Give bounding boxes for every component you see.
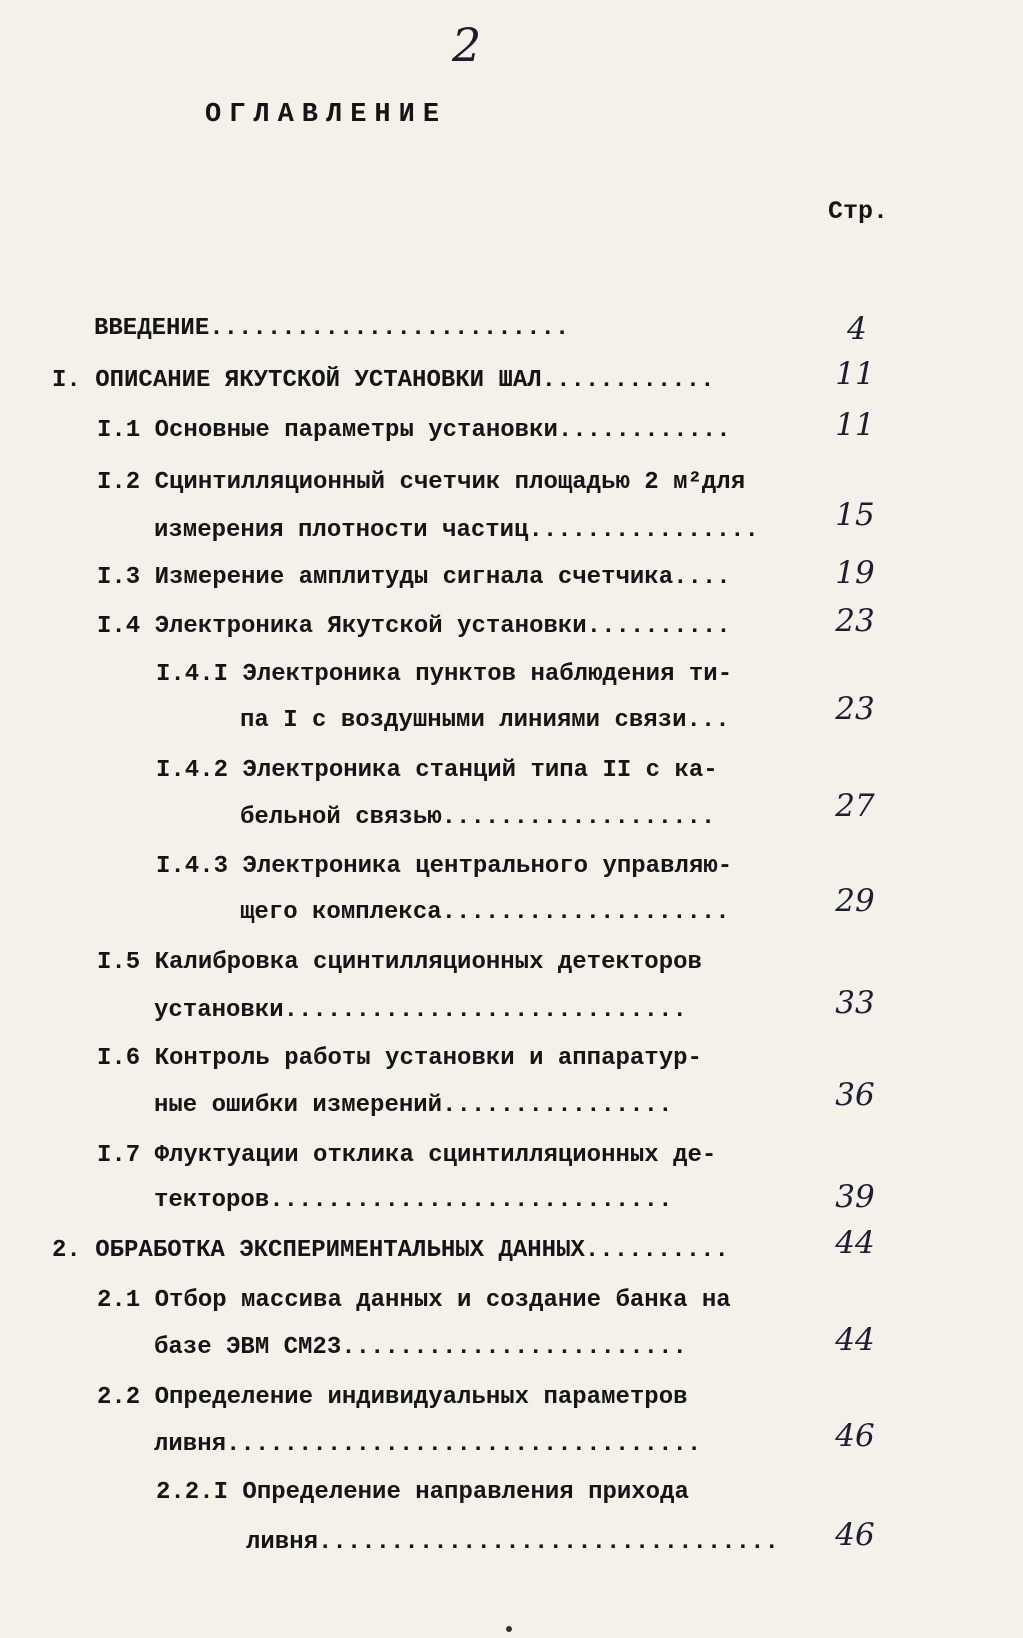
toc-entry-line: текторов............................ <box>154 1187 673 1214</box>
toc-entry-line: 2.2.I Определение направления прихода <box>156 1479 689 1506</box>
toc-entry-page: 39 <box>835 1179 875 1215</box>
toc-entry-page: 4 <box>847 311 867 347</box>
toc-entry-line: щего комплекса.................... <box>240 899 730 926</box>
toc-entry-line: измерения плотности частиц................ <box>154 517 759 544</box>
toc-entry-line: I.4.I Электроника пунктов наблюдения ти- <box>156 661 733 688</box>
toc-entry-page: 44 <box>835 1225 875 1261</box>
toc-entry-line: ливня................................ <box>246 1529 779 1556</box>
toc-entry-line: ВВЕДЕНИЕ......................... <box>94 315 570 342</box>
toc-entry-page: 23 <box>835 691 875 727</box>
toc-entry-line: I.4.2 Электроника станций типа II с ка- <box>156 757 718 784</box>
toc-entry-line: 2. ОБРАБОТКА ЭКСПЕРИМЕНТАЛЬНЫХ ДАННЫХ.......... <box>52 1237 729 1264</box>
toc-entry-page: 11 <box>835 356 875 392</box>
toc-entry-line: I.4 Электроника Якутской установки.......... <box>97 613 731 640</box>
toc-entry-line: I.6 Контроль работы установки и аппаратур- <box>97 1045 702 1072</box>
toc-entry-line: 2.1 Отбор массива данных и создание банка на <box>97 1287 731 1314</box>
toc-entry-line: I.3 Измерение амплитуды сигнала счетчика.... <box>97 564 731 591</box>
toc-entry-line: ные ошибки измерений................ <box>154 1092 673 1119</box>
page-column-header: Стр. <box>828 197 889 226</box>
toc-entry-page: 36 <box>835 1077 875 1113</box>
toc-entry-line: бельной связью................... <box>240 804 716 831</box>
toc-entry-page: 27 <box>835 788 875 824</box>
toc-entry-line: базе ЭВМ СМ23........................ <box>154 1334 687 1361</box>
toc-entry-page: 46 <box>835 1418 875 1454</box>
bottom-mark <box>506 1626 512 1632</box>
toc-entry-page: 23 <box>835 603 875 639</box>
toc-entry-line: I. ОПИСАНИЕ ЯКУТСКОЙ УСТАНОВКИ ШАЛ............ <box>52 367 715 394</box>
toc-entry-page: 15 <box>835 497 875 533</box>
toc-entry-page: 11 <box>835 407 875 443</box>
toc-entry-line: па I с воздушными линиями связи... <box>240 707 730 734</box>
toc-entry-line: I.5 Калибровка сцинтилляционных детекторов <box>97 949 702 976</box>
toc-entry-page: 19 <box>835 555 875 591</box>
toc-entry-line: I.7 Флуктуации отклика сцинтилляционных де- <box>97 1142 717 1169</box>
toc-entry-line: 2.2 Определение индивидуальных параметров <box>97 1384 688 1411</box>
toc-entry-line: установки............................ <box>154 997 687 1024</box>
toc-entry-page: 33 <box>835 985 875 1021</box>
toc-entry-page: 29 <box>835 883 875 919</box>
toc-entry-line: I.1 Основные параметры установки............ <box>97 417 731 444</box>
page-number: 2 <box>452 18 482 72</box>
toc-entry-page: 44 <box>835 1322 875 1358</box>
toc-entry-line: I.4.3 Электроника центрального управляю- <box>156 853 733 880</box>
toc-entry-line: ливня................................. <box>154 1431 702 1458</box>
toc-entry-page: 46 <box>835 1517 875 1553</box>
toc-title: ОГЛАВЛЕНИЕ <box>205 100 448 130</box>
toc-entry-line: I.2 Сцинтилляционный счетчик площадью 2 м²для <box>97 469 746 496</box>
